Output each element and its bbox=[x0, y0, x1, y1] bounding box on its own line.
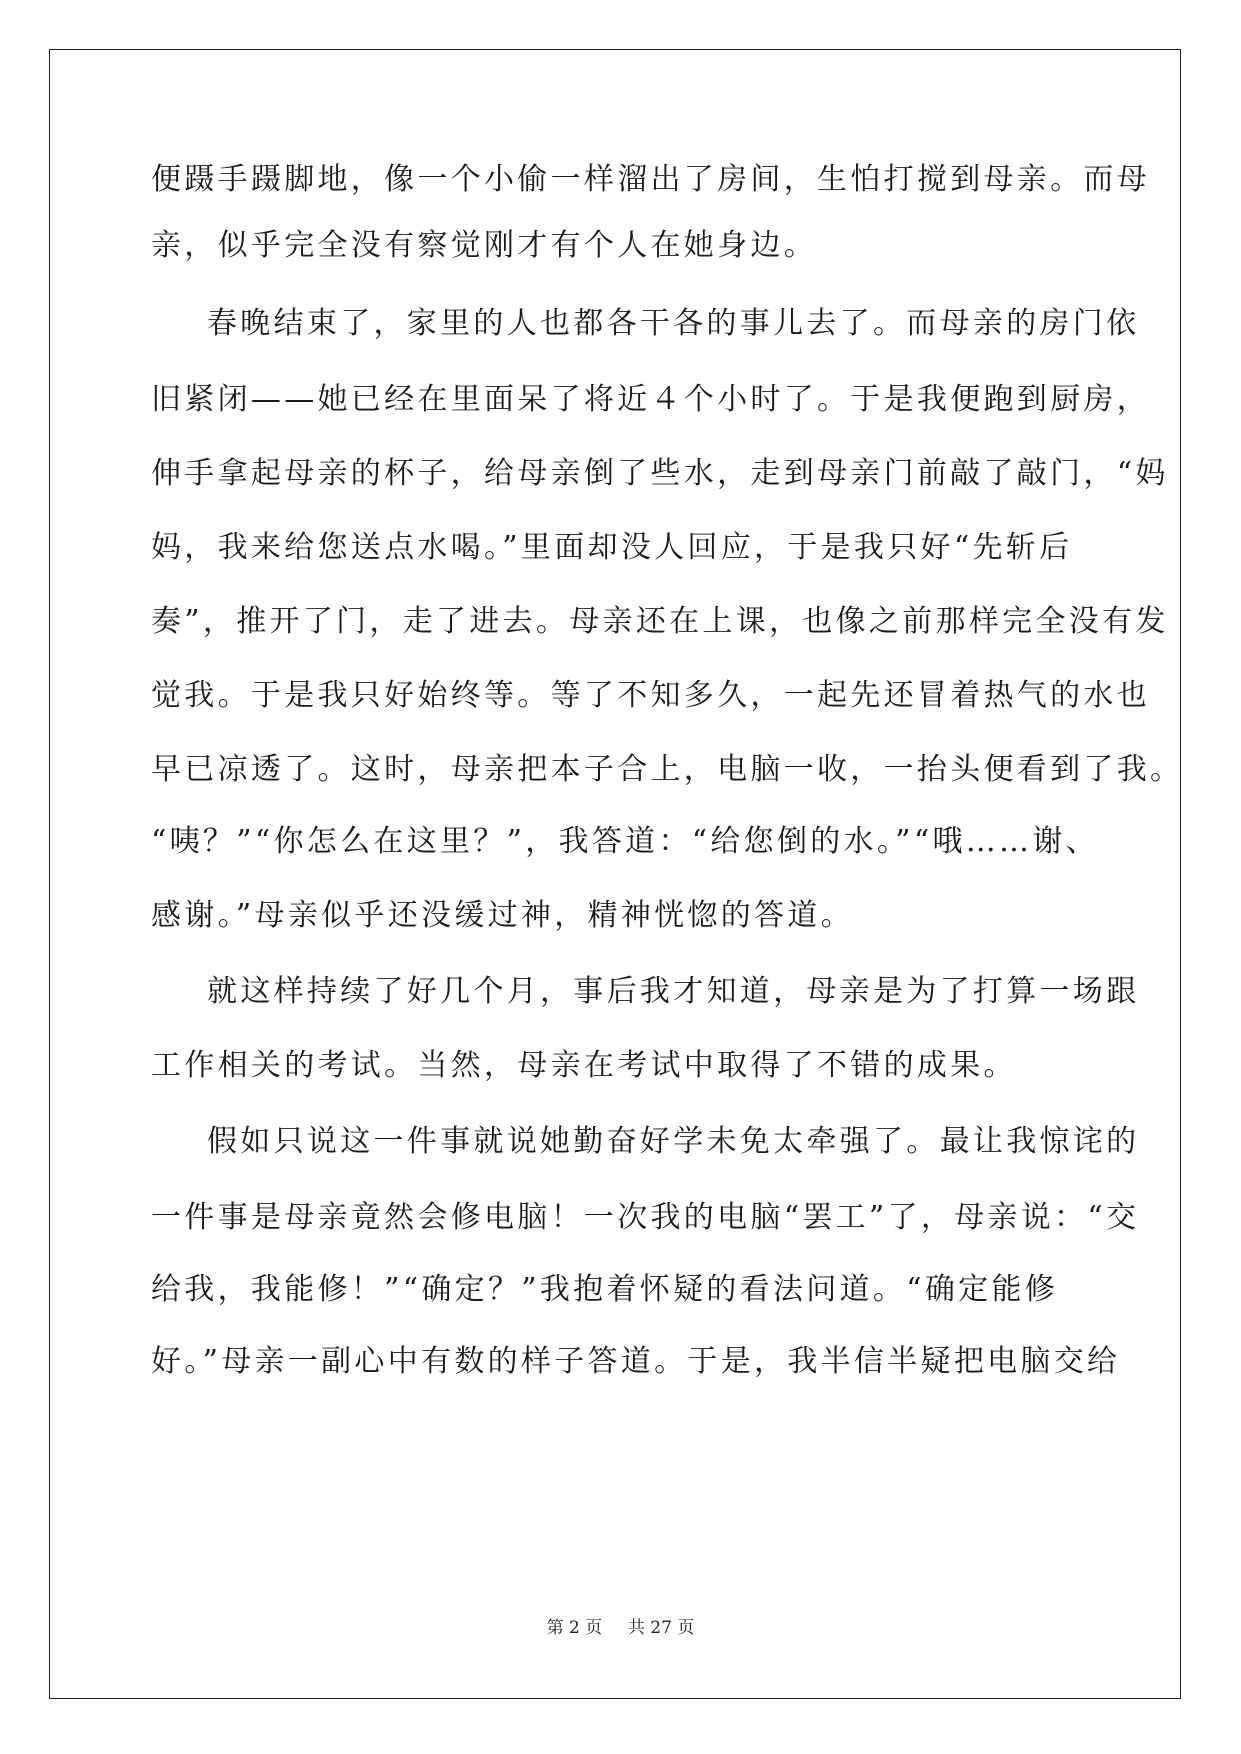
page-border bbox=[49, 49, 1184, 1699]
text-line: 假如只说这一件事就说她勤奋好学未免太牵强了。最让我惊诧的 bbox=[207, 1124, 1140, 1159]
text-line: 好。”母亲一副心中有数的样子答道。于是，我半信半疑把电脑交给 bbox=[151, 1344, 1121, 1379]
text-line: 春晚结束了，家里的人也都各干各的事儿去了。而母亲的房门依 bbox=[207, 306, 1140, 341]
text-line: 亲，似乎完全没有察觉刚才有个人在她身边。 bbox=[151, 228, 817, 263]
text-line: 伸手拿起母亲的杯子，给母亲倒了些水，走到母亲门前敲了敲门，“妈 bbox=[151, 456, 1169, 491]
text-line: 觉我。于是我只好始终等。等了不知多久，一起先还冒着热气的水也 bbox=[151, 678, 1150, 713]
text-line: 妈，我来给您送点水喝。”里面却没人回应，于是我只好“先斩后 bbox=[151, 530, 1073, 565]
text-line: “咦？”“你怎么在这里？”，我答道：“给您倒的水。”“哦……谢、 bbox=[151, 824, 1099, 859]
text-line: 便蹑手蹑脚地，像一个小偷一样溜出了房间，生怕打搅到母亲。而母 bbox=[151, 162, 1150, 197]
text-line: 奏”，推开了门，走了进去。母亲还在上课，也像之前那样完全没有发 bbox=[151, 604, 1169, 639]
page-footer bbox=[0, 1613, 1241, 1638]
text-line: 工作相关的考试。当然，母亲在考试中取得了不错的成果。 bbox=[151, 1048, 1017, 1083]
page-total: 共 27 页 bbox=[627, 1618, 695, 1638]
text-line: 早已凉透了。这时，母亲把本子合上，电脑一收，一抬头便看到了我。 bbox=[151, 752, 1184, 787]
text-line: 感谢。”母亲似乎还没缓过神，精神恍惚的答道。 bbox=[151, 898, 854, 933]
page-number: 第 2 页 bbox=[546, 1618, 603, 1638]
text-line: 就这样持续了好几个月，事后我才知道，母亲是为了打算一场跟 bbox=[207, 974, 1140, 1009]
text-line: 旧紧闭——她已经在里面呆了将近４个小时了。于是我便跑到厨房， bbox=[151, 382, 1150, 417]
text-line: 给我，我能修！”“确定？”我抱着怀疑的看法问道。“确定能修 bbox=[151, 1272, 1059, 1307]
text-line: 一件事是母亲竟然会修电脑！一次我的电脑“罢工”了，母亲说：“交 bbox=[151, 1200, 1140, 1235]
